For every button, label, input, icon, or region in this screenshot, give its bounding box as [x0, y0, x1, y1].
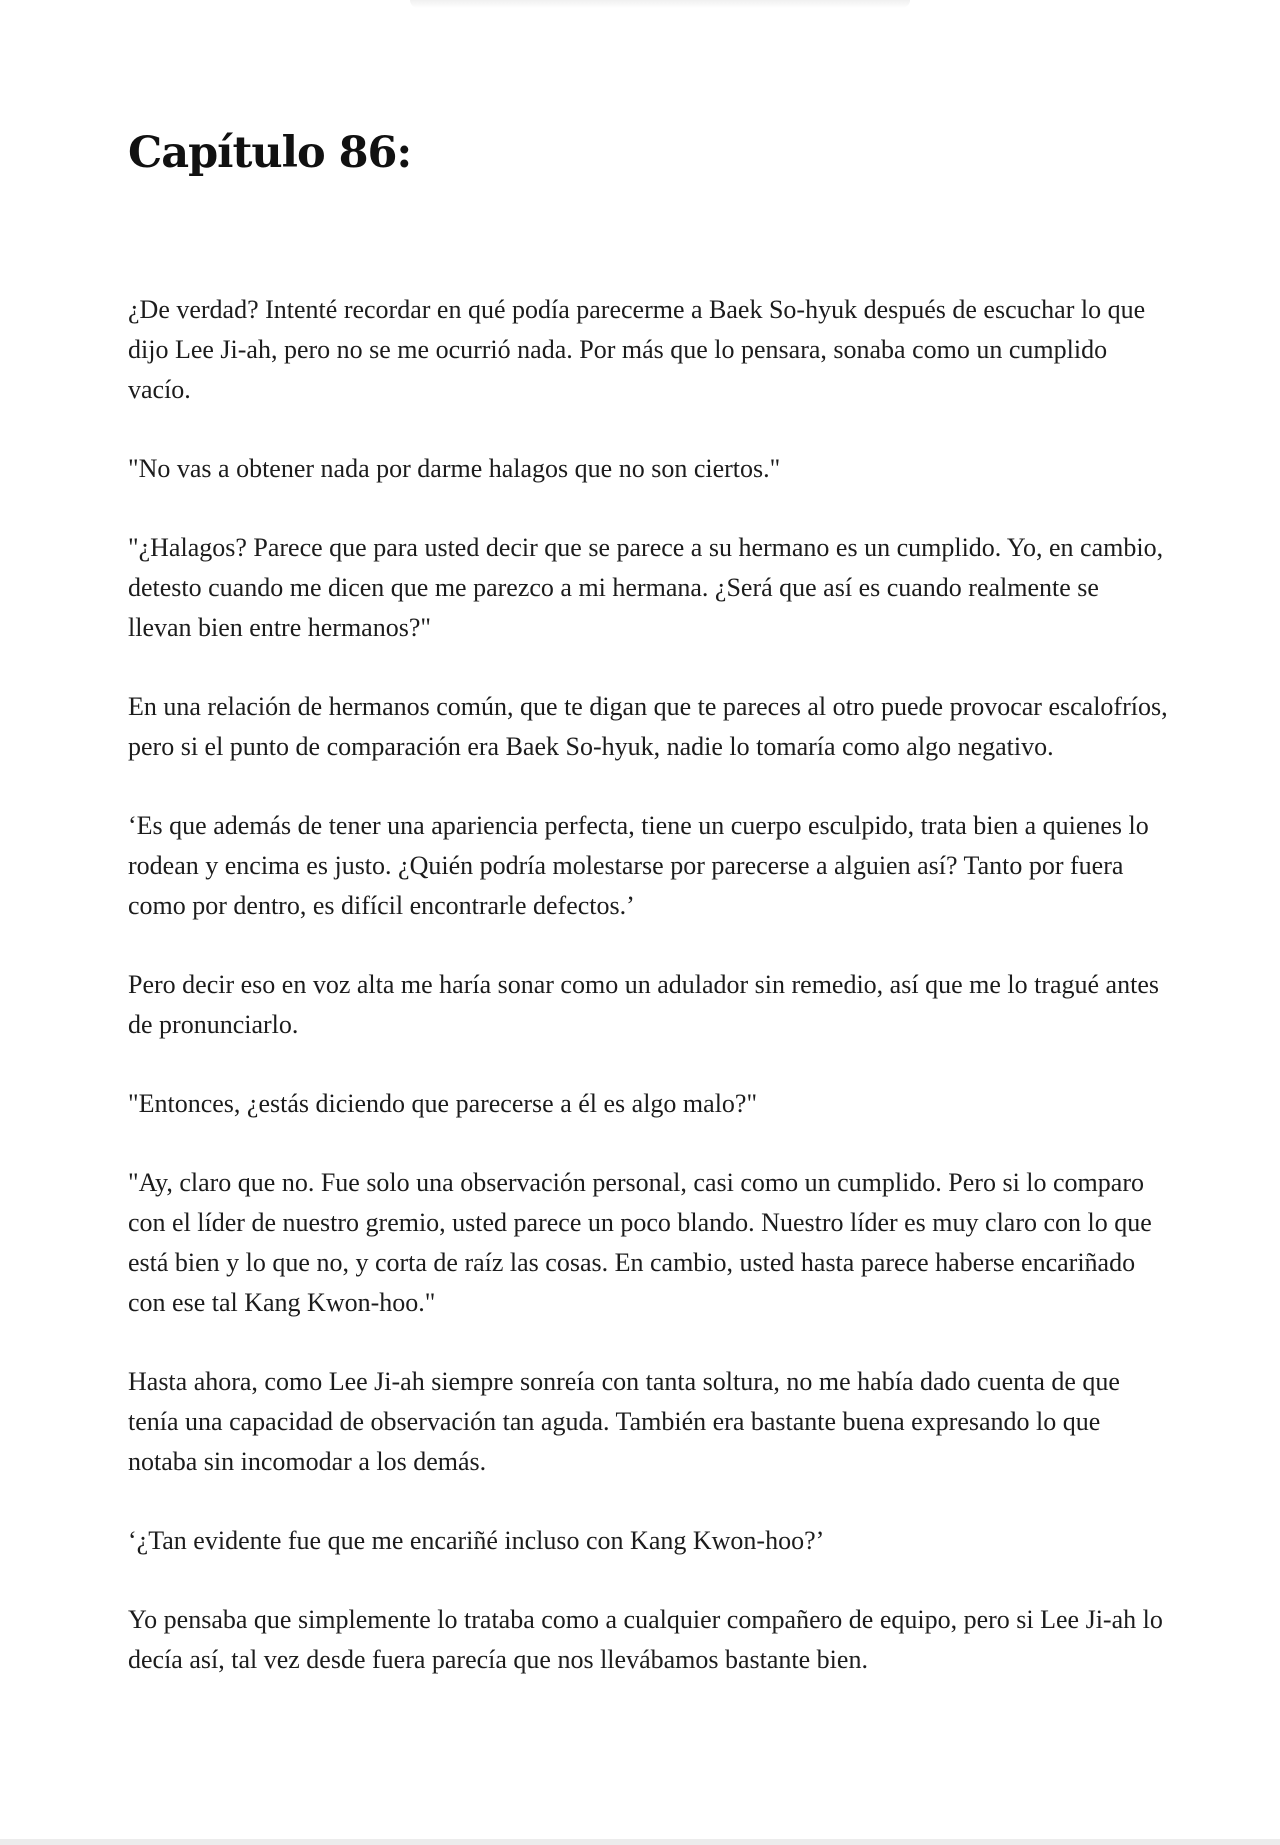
- top-shadow-divider: [410, 0, 910, 8]
- chapter-body: [128, 290, 1168, 1719]
- paragraph: Hasta ahora, como Lee Ji-ah siempre sonreía con tanta soltura, no me había dado cuenta de que tenía una capacidad de observación tan aguda. También era bastante buena expresando lo que notaba sin incomodar a los demás.: [128, 1367, 1120, 1476]
- paragraph: "Entonces, ¿estás diciendo que parecerse a él es algo malo?": [128, 1089, 758, 1118]
- paragraph: Pero decir eso en voz alta me haría sonar como un adulador sin remedio, así que me lo tragué antes de pronunciarlo.: [128, 970, 1159, 1039]
- paragraph: "Ay, claro que no. Fue solo una observación personal, casi como un cumplido. Pero si lo comparo con el líder de nuestro gremio, usted parece un poco blando. Nuestro líder es muy claro con lo que está bien y lo que no, y corta de raíz las cosas. En cambio, usted hasta parece haberse encariñado con ese tal Kang Kwon-hoo.": [128, 1168, 1152, 1317]
- paragraph: "No vas a obtener nada por darme halagos que no son ciertos.": [128, 454, 781, 483]
- paragraph: Yo pensaba que simplemente lo trataba como a cualquier compañero de equipo, pero si Lee Ji-ah lo decía así, tal vez desde fuera parecía que nos llevábamos bastante bien.: [128, 1605, 1163, 1674]
- paragraph: En una relación de hermanos común, que te digan que te pareces al otro puede provocar escalofríos, pero si el punto de comparación era Baek So-hyuk, nadie lo tomaría como algo negativo.: [128, 692, 1168, 761]
- paragraph: "¿Halagos? Parece que para usted decir que se parece a su hermano es un cumplido. Yo, en cambio, detesto cuando me dicen que me parezco a mi hermana. ¿Será que así es cuando realmente se llevan bien entre hermanos?": [128, 533, 1164, 642]
- paragraph: ¿De verdad? Intenté recordar en qué podía parecerme a Baek So-hyuk después de escuchar lo que dijo Lee Ji-ah, pero no se me ocurrió nada. Por más que lo pensara, sonaba como un cumplido vacío.: [128, 295, 1146, 404]
- bottom-divider: [0, 1839, 1280, 1845]
- paragraph: ‘Es que además de tener una apariencia perfecta, tiene un cuerpo esculpido, trata bien a quienes lo rodean y encima es justo. ¿Quién podría molestarse por parecerse a alguien así? Tanto por fuera como por dentro, es difícil encontrarle defectos.’: [128, 811, 1149, 920]
- paragraph: ‘¿Tan evidente fue que me encariñé incluso con Kang Kwon-hoo?’: [128, 1526, 825, 1555]
- chapter-title: Capítulo 86:: [128, 128, 412, 178]
